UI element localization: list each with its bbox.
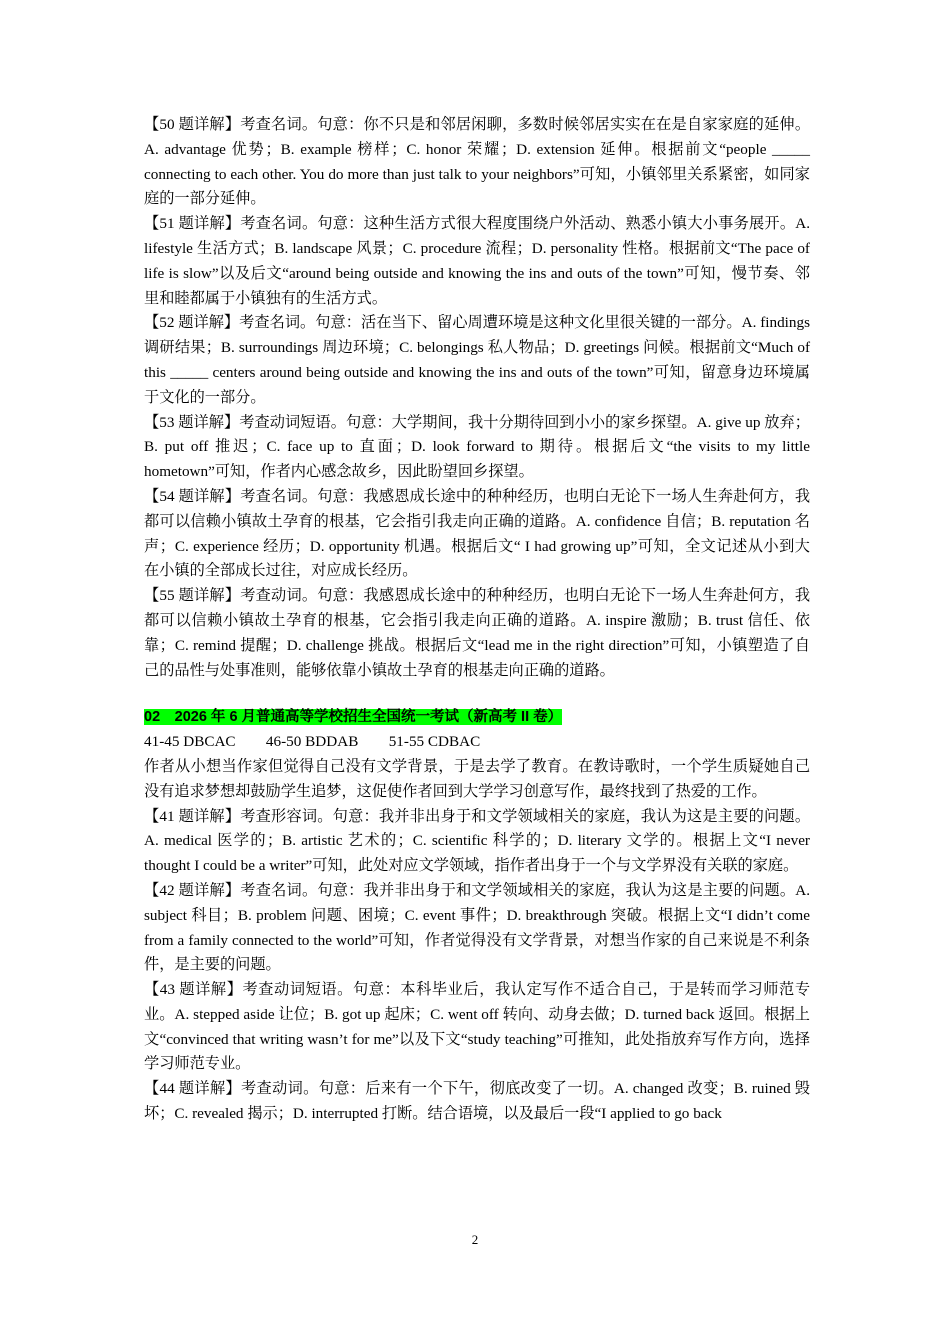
section-explanations-50-55	[144, 113, 810, 683]
explanation-q54: 【54 题详解】考查名词。句意：我感恩成长途中的种种经历，也明白无论下一场人生奔赴何方，我都可以信赖小镇故土孕育的根基，它会指引我走向正确的道路。A. confidence 自信；B. reputation 名声；C. experience 经历；D. opportunity 机遇。根据后文“ I had growing up”可知，全文记述从小到大在小镇的全部成长过往，对应成长经历。	[144, 487, 810, 580]
explanation-q52: 【52 题详解】考查名词。句意：活在当下、留心周遭环境是这种文化里很关键的一部分。A. findings 调研结果；B. surroundings 周边环境；C. belongings 私人物品；D. greetings 问候。根据前文“Much of this _____ centers around being outside and knowing the ins and outs of the town”可知，留意身边环境属于文化的一部分。	[144, 314, 810, 406]
document-page	[144, 113, 810, 1127]
passage-summary: 作者从小想当作家但觉得自己没有文学背景，于是去学了教育。在教诗歌时，一个学生质疑她自己没有追求梦想却鼓励学生追梦，这促使作者回到大学学习创意写作，最终找到了热爱的工作。	[144, 757, 810, 800]
answer-key: 41-45 DBCAC 46-50 BDDAB 51-55 CDBAC	[144, 733, 481, 751]
explanation-q51: 【51 题详解】考查名词。句意：这种生活方式很大程度围绕户外活动、熟悉小镇大小事务展开。A. lifestyle 生活方式；B. landscape 风景；C. procedure 流程；D. personality 性格。根据前文“The pace of life is slow”以及后文“around being outside and knowing the ins and outs of the town”可知，慢节奏、邻里和睦都属于小镇独有的生活方式。	[144, 215, 810, 307]
section-exam-2026-ii	[144, 705, 810, 1127]
explanation-q50: 【50 题详解】考查名词。句意：你不只是和邻居闲聊，多数时候邻居实实在在是自家家庭的延伸。A. advantage 优势；B. example 榜样；C. honor 荣耀；D. extension 延伸。根据前文“people _____ connecting to each other. You do more than just talk to your neighbors”可知，小镇邻里关系紧密，如同家庭的一部分延伸。	[144, 116, 810, 208]
explanation-q55: 【55 题详解】考查动词。句意：我感恩成长途中的种种经历，也明白无论下一场人生奔赴何方，我都可以信赖小镇故土孕育的根基，它会指引我走向正确的道路。A. inspire 激励；B. trust 信任、依靠；C. remind 提醒；D. challenge 挑战。根据后文“lead me in the right direction”可知，小镇塑造了自己的品性与处事准则，能够依靠小镇故土孕育的根基走向正确的道路。	[144, 587, 810, 679]
page-number: 2	[471, 1232, 479, 1247]
section-header	[144, 705, 810, 730]
explanation-q44: 【44 题详解】考查动词。句意：后来有一个下午，彻底改变了一切。A. changed 改变；B. ruined 毁坏；C. revealed 揭示；D. interrupted 打断。结合语境，以及最后一段“I applied to go back	[144, 1080, 810, 1123]
explanation-q41: 【41 题详解】考查形容词。句意：我并非出身于和文学领域相关的家庭，我认为这是主要的问题。A. medical 医学的；B. artistic 艺术的；C. scientific 科学的；D. literary 文学的。根据上文“I never thought I could be a writer”可知，此处对应文学领域，指作者出身于一个与文学界没有关联的家庭。	[144, 807, 810, 875]
explanation-q43: 【43 题详解】考查动词短语。句意：本科毕业后，我认定写作不适合自己，于是转而学习师范专业。A. stepped aside 让位；B. got up 起床；C. went off 转向、动身去做；D. turned back 返回。根据上文“convinced that writing wasn’t for me”以及下文“study teaching”可推知，此处指放弃写作方向，选择学习师范专业。	[144, 981, 810, 1073]
highlighted-heading: 02 2026 年 6 月普通高等学校招生全国统一考试（新高考 II 卷）	[144, 709, 563, 726]
explanation-q42: 【42 题详解】考查名词。句意：我并非出身于和文学领域相关的家庭，我认为这是主要的问题。A. subject 科目；B. problem 问题、困境；C. event 事件；D. breakthrough 突破。根据上文“I didn’t come from a family connected to the world”可知，作者觉得没有文学背景，对想当作家的自己来说是不利条件，是主要的问题。	[144, 881, 810, 974]
explanation-q53: 【53 题详解】考查动词短语。句意：大学期间，我十分期待回到小小的家乡探望。A. give up 放弃；B. put off 推迟；C. face up to 直面；D. look forward to 期待。根据后文“the visits to my little hometown”可知，作者内心感念故乡，因此盼望回乡探望。	[144, 413, 810, 481]
